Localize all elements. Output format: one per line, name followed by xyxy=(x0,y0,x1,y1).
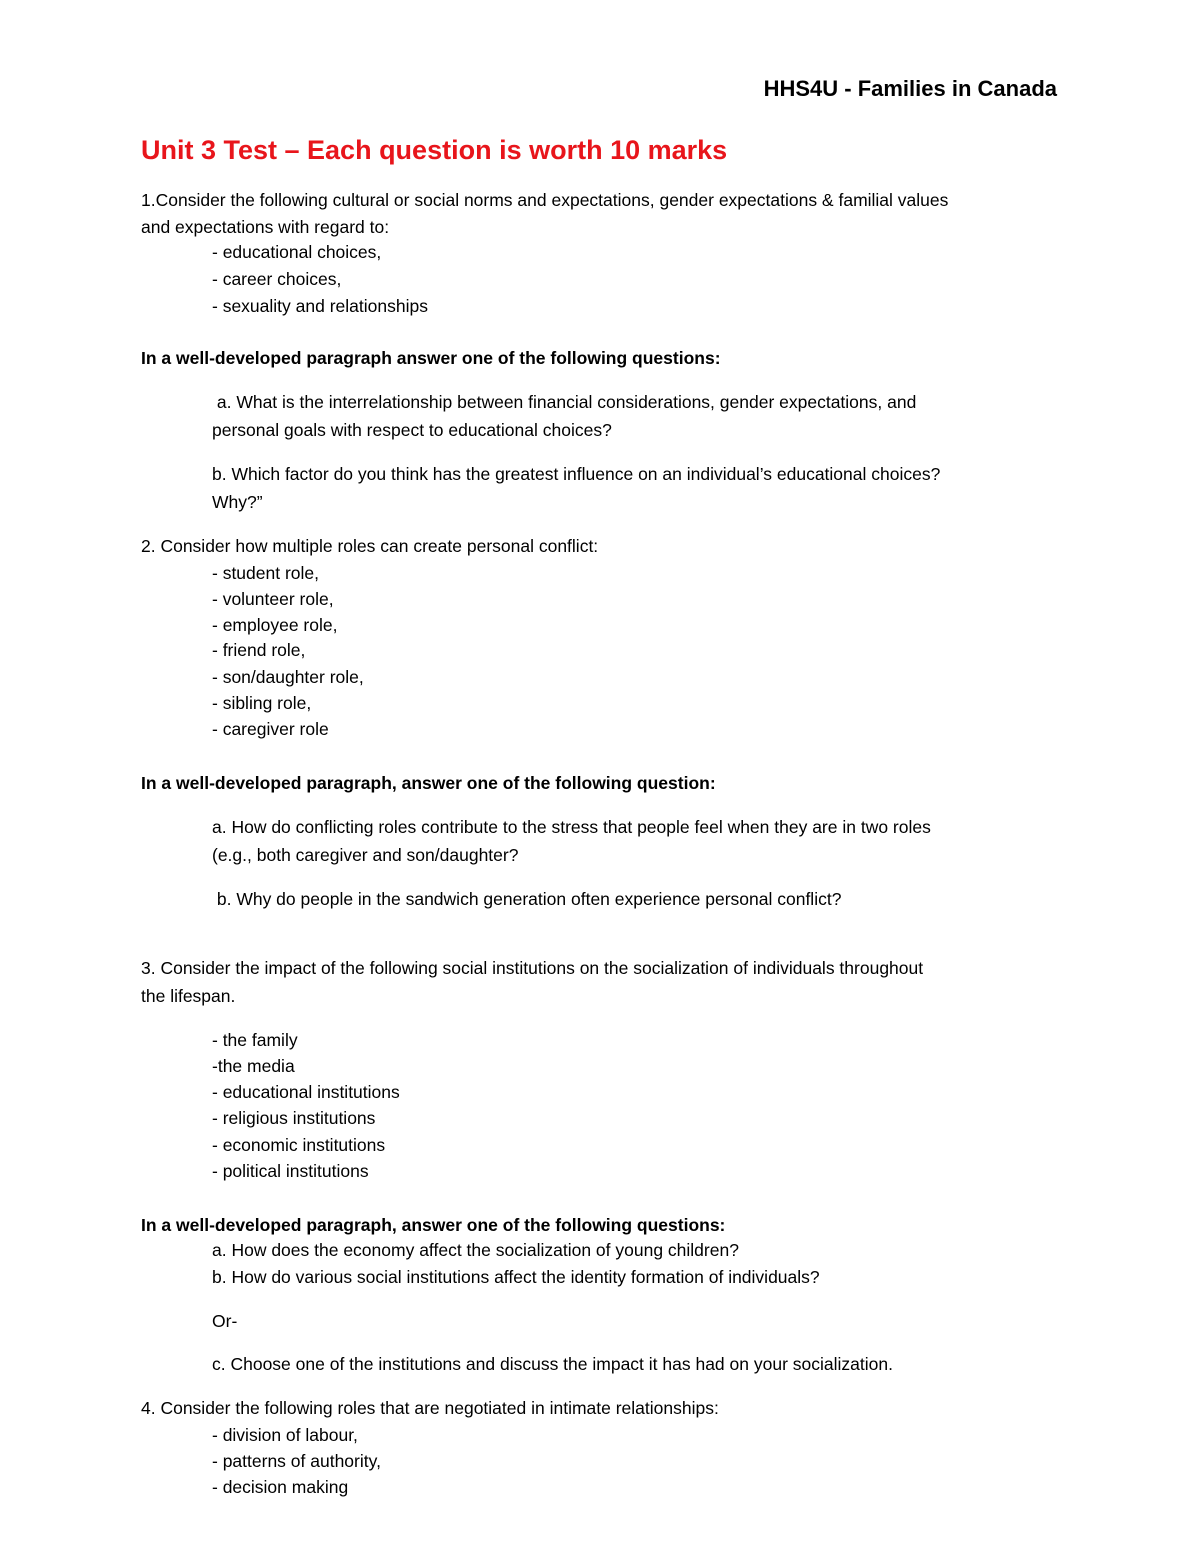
q1-instruction: In a well-developed paragraph answer one of the following questions: xyxy=(141,348,721,368)
q3-option-a: a. How does the economy affect the socialization of young children? xyxy=(212,1240,739,1260)
q2-list-item: - volunteer role, xyxy=(212,589,334,609)
q3-intro-line1: 3. Consider the impact of the following social institutions on the socialization of individuals throughout xyxy=(141,958,924,978)
q2-option-a-line1: a. How do conflicting roles contribute to the stress that people feel when they are in two roles xyxy=(212,817,931,837)
q2-list-item: - student role, xyxy=(212,563,319,583)
q2-list-item: - sibling role, xyxy=(212,693,312,713)
q1-option-b-line1: b. Which factor do you think has the greatest influence on an individual’s educational choices? xyxy=(212,464,941,484)
q2-list-item: - employee role, xyxy=(212,615,338,635)
q1-list-item: - sexuality and relationships xyxy=(212,296,428,316)
document-header: HHS4U - Families in Canada xyxy=(763,76,1057,101)
q3-instruction: In a well-developed paragraph, answer one of the following questions: xyxy=(141,1215,726,1235)
q1-option-a-line1: a. What is the interrelationship between financial considerations, gender expectations, and xyxy=(212,392,917,412)
q3-option-c: c. Choose one of the institutions and discuss the impact it has had on your socialization. xyxy=(212,1354,893,1374)
q3-list-item: -the media xyxy=(212,1056,295,1076)
q1-list-item: - career choices, xyxy=(212,269,342,289)
q4-intro: 4. Consider the following roles that are negotiated in intimate relationships: xyxy=(141,1398,719,1418)
q4-list-item: - decision making xyxy=(212,1477,349,1497)
q1-intro-line1: 1.Consider the following cultural or social norms and expectations, gender expectations & familial values xyxy=(141,190,949,210)
q3-or-separator: Or- xyxy=(212,1311,238,1331)
q2-option-b: b. Why do people in the sandwich generation often experience personal conflict? xyxy=(212,889,842,909)
q3-list-item: - educational institutions xyxy=(212,1082,400,1102)
q2-instruction: In a well-developed paragraph, answer one of the following question: xyxy=(141,773,716,793)
q2-list-item: - caregiver role xyxy=(212,719,329,739)
q4-list-item: - patterns of authority, xyxy=(212,1451,381,1471)
q3-list-item: - religious institutions xyxy=(212,1108,376,1128)
q1-option-a-line2: personal goals with respect to educational choices? xyxy=(212,420,612,440)
test-title: Unit 3 Test – Each question is worth 10 marks xyxy=(141,135,728,165)
q1-intro-line2: and expectations with regard to: xyxy=(141,217,390,237)
q3-intro-line2: the lifespan. xyxy=(141,986,236,1006)
q2-list-item: - friend role, xyxy=(212,640,306,660)
q3-list-item: - economic institutions xyxy=(212,1135,386,1155)
q1-option-b-line2: Why?” xyxy=(212,492,263,512)
q3-list-item: - the family xyxy=(212,1030,298,1050)
q2-list-item: - son/daughter role, xyxy=(212,667,364,687)
q2-intro: 2. Consider how multiple roles can create personal conflict: xyxy=(141,536,599,556)
q4-list-item: - division of labour, xyxy=(212,1425,358,1445)
q3-option-b: b. How do various social institutions affect the identity formation of individuals? xyxy=(212,1267,820,1287)
q2-option-a-line2: (e.g., both caregiver and son/daughter? xyxy=(212,845,519,865)
q1-list-item: - educational choices, xyxy=(212,242,382,262)
q3-list-item: - political institutions xyxy=(212,1161,369,1181)
